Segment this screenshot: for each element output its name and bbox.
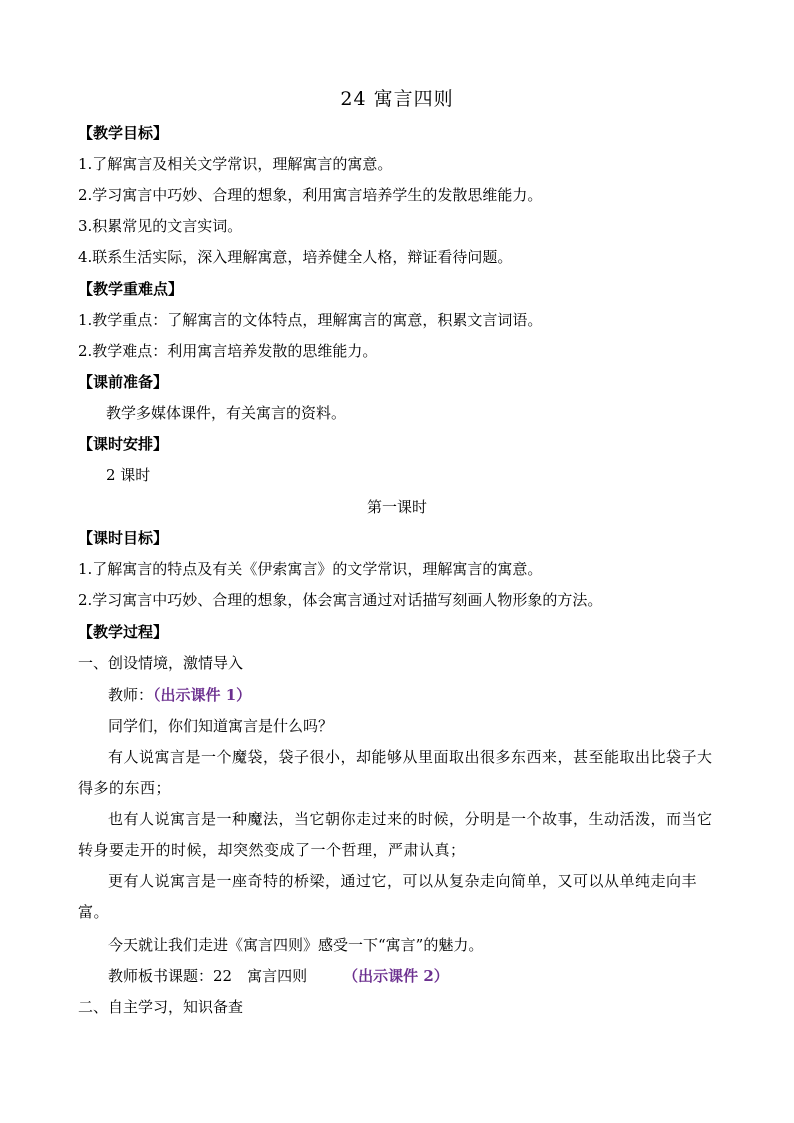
step1-heading: 一、创设情境，激情导入 [78, 654, 244, 672]
lesson-goal-1: 1.了解寓言的特点及有关《伊索寓言》的文学常识，理解寓言的寓意。 [78, 560, 543, 578]
lesson1-title: 第一课时 [366, 498, 427, 516]
paragraph-5: 今天就让我们走进《寓言四则》感受一下“寓言”的魅力。 [108, 936, 484, 954]
key-point-2: 2.教学难点：利用寓言培养发散的思维能力。 [78, 342, 378, 360]
key-point-1: 1.教学重点：了解寓言的文体特点，理解寓言的寓意，积累文言词语。 [78, 311, 543, 329]
prep-heading: 【课前准备】 [78, 373, 169, 391]
schedule-text: 2 课时 [106, 466, 151, 484]
paragraph-4: 更有人说寓言是一座奇特的桥梁，通过它，可以从复杂走向简单，又可以从单纯走向丰富。 [78, 872, 698, 921]
paragraph-1: 同学们，你们知道寓言是什么吗？ [108, 717, 334, 735]
teacher-label: 教师： [108, 686, 154, 704]
schedule-heading: 【课时安排】 [78, 435, 169, 453]
page-title: 24 寓言四则 [340, 88, 454, 110]
paragraph-2: 有人说寓言是一个魔袋，袋子很小，却能够从里面取出很多东西来，甚至能取出比袋子大得多的东西； [78, 748, 713, 797]
goal-item-4: 4.联系生活实际，深入理解寓意，培养健全人格，辩证看待问题。 [78, 248, 513, 266]
prep-text: 教学多媒体课件，有关寓言的资料。 [106, 404, 347, 422]
goal-item-2: 2.学习寓言中巧妙、合理的想象，利用寓言培养学生的发散思维能力。 [78, 186, 543, 204]
goals-heading: 【教学目标】 [78, 124, 169, 142]
courseware-cue-2: （出示课件 2） [343, 967, 449, 985]
courseware-cue-1: （出示课件 1） [153, 686, 252, 704]
teacher-line [108, 685, 251, 705]
process-heading: 【教学过程】 [78, 623, 169, 641]
board-line [108, 966, 449, 986]
lesson-goal-2: 2.学习寓言中巧妙、合理的想象，体会寓言通过对话描写刻画人物形象的方法。 [78, 591, 603, 609]
step2-heading: 二、自主学习，知识备查 [78, 998, 244, 1016]
goal-item-1: 1.了解寓言及相关文学常识，理解寓言的寓意。 [78, 155, 393, 173]
paragraph-3: 也有人说寓言是一种魔法，当它朝你走过来的时候，分明是一个故事，生动活泼，而当它转身要走开的时候，却突然变成了一个哲理，严肃认真； [78, 810, 713, 859]
lesson-goals-heading: 【课时目标】 [78, 529, 169, 547]
board-text: 教师板书课题：22 寓言四则 [108, 967, 308, 985]
goal-item-3: 3.积累常见的文言实词。 [78, 217, 243, 235]
key-heading: 【教学重难点】 [78, 280, 184, 298]
